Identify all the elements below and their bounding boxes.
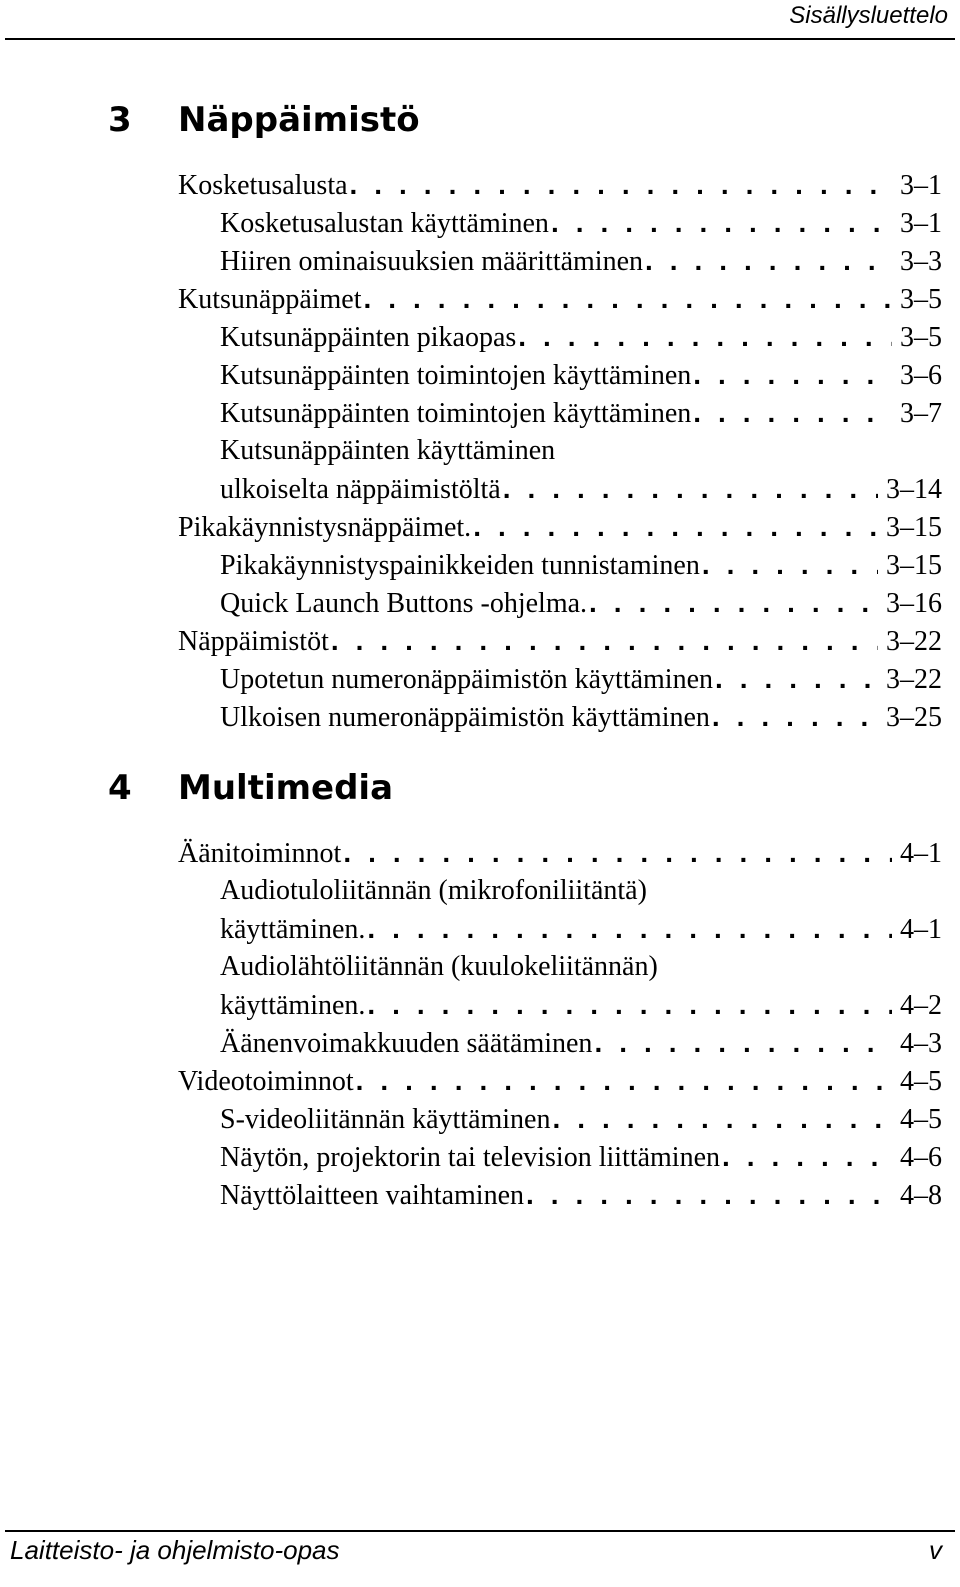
toc-entry[interactable]	[220, 1100, 942, 1139]
toc-entry-text: käyttäminen.	[220, 914, 366, 945]
toc-page-number: 3–22	[886, 626, 942, 657]
dot-leader	[551, 204, 892, 242]
chapter-number: 4	[108, 768, 132, 808]
toc-page-number: 3–22	[886, 664, 942, 695]
toc-entry[interactable]	[178, 508, 942, 547]
dot-leader	[715, 660, 878, 698]
dot-leader	[693, 356, 892, 394]
toc-entry-text: Äänenvoimakkuuden säätäminen	[220, 1028, 593, 1059]
toc-entry[interactable]	[220, 318, 942, 357]
toc-page-number: 3–25	[886, 702, 942, 733]
toc-entry[interactable]	[220, 1138, 942, 1177]
chapter-heading	[108, 768, 393, 808]
header-rule	[5, 38, 955, 40]
toc-page-number: 4–5	[900, 1066, 942, 1097]
toc-entry[interactable]	[178, 1062, 942, 1101]
dot-leader	[526, 1176, 892, 1214]
toc-entry[interactable]	[220, 242, 942, 281]
toc-page-number: 4–1	[900, 838, 942, 869]
dot-leader	[712, 698, 878, 736]
toc-entry[interactable]	[220, 356, 942, 395]
toc-page-number: 4–6	[900, 1142, 942, 1173]
toc-entry-text: Pikakäynnistyspainikkeiden tunnistaminen	[220, 550, 700, 581]
dot-leader	[350, 166, 892, 204]
dot-leader	[518, 318, 892, 356]
toc-entry-text: Kutsunäppäinten toimintojen käyttäminen	[220, 398, 692, 429]
toc-entry[interactable]	[178, 280, 942, 319]
toc-entry[interactable]	[220, 1176, 942, 1215]
toc-entry[interactable]	[178, 622, 942, 661]
toc-page-number: 3–15	[886, 550, 942, 581]
dot-leader	[367, 910, 892, 948]
toc-entry[interactable]	[220, 660, 942, 699]
chapter-number: 3	[108, 100, 132, 140]
chapter-title: Näppäimistö	[178, 100, 420, 140]
toc-page-number: 3–6	[900, 360, 942, 391]
toc-entry-text: ulkoiselta näppäimistöltä	[220, 474, 501, 505]
toc-entry-text: Ulkoisen numeronäppäimistön käyttäminen	[220, 702, 710, 733]
running-header: Sisällysluettelo	[789, 2, 948, 29]
toc-entry-text: Kutsunäppäinten pikaopas	[220, 322, 517, 353]
toc-entry-text: Näytön, projektorin tai television liittäminen	[220, 1142, 721, 1173]
dot-leader	[722, 1138, 892, 1176]
toc-page-number: 3–5	[900, 322, 942, 353]
toc-entry-text: Kutsunäppäimet	[178, 284, 362, 315]
toc-entry[interactable]	[220, 986, 942, 1025]
toc-entry-text-line1[interactable]: Audiotuloliitännän (mikrofoniliitäntä)	[220, 875, 647, 906]
toc-entry-text: Videotoiminnot	[178, 1066, 354, 1097]
toc-page-number: 3–1	[900, 170, 942, 201]
toc-page-number: 3–3	[900, 246, 942, 277]
toc-entry-text: käyttäminen.	[220, 990, 366, 1021]
toc-page-number: 3–5	[900, 284, 942, 315]
toc-entry[interactable]	[220, 1024, 942, 1063]
dot-leader	[503, 470, 878, 508]
toc-entry-text: Kosketusalusta	[178, 170, 348, 201]
toc-page-number: 3–14	[886, 474, 942, 505]
toc-page-number: 3–7	[900, 398, 942, 429]
running-footer-title: Laitteisto- ja ohjelmisto-opas	[10, 1535, 340, 1565]
toc-page-number: 3–15	[886, 512, 942, 543]
toc-entry-text-line1[interactable]: Kutsunäppäinten käyttäminen	[220, 435, 556, 466]
footer-page-number: v	[929, 1535, 942, 1565]
toc-entry[interactable]	[220, 910, 942, 949]
dot-leader	[473, 508, 878, 546]
toc-page-number: 4–5	[900, 1104, 942, 1135]
dot-leader	[552, 1100, 892, 1138]
toc-entry-text: Näyttölaitteen vaihtaminen	[220, 1180, 525, 1211]
dot-leader	[693, 394, 892, 432]
toc-entry[interactable]	[220, 394, 942, 433]
toc-entry-text: Kosketusalustan käyttäminen	[220, 208, 549, 239]
toc-entry-text: Näppäimistöt	[178, 626, 329, 657]
dot-leader	[594, 1024, 892, 1062]
dot-leader	[702, 546, 878, 584]
toc-entry[interactable]	[220, 698, 942, 737]
toc-page-number: 4–3	[900, 1028, 942, 1059]
toc-entry-text: Hiiren ominaisuuksien määrittäminen	[220, 246, 644, 277]
dot-leader	[367, 986, 892, 1024]
toc-entry[interactable]	[220, 546, 942, 585]
toc-entry[interactable]	[220, 204, 942, 243]
dot-leader	[589, 584, 878, 622]
footer-rule	[5, 1530, 955, 1532]
dot-leader	[343, 834, 892, 872]
toc-page-number: 4–1	[900, 914, 942, 945]
dot-leader	[364, 280, 892, 318]
toc-entry-text: S-videoliitännän käyttäminen	[220, 1104, 551, 1135]
dot-leader	[356, 1062, 892, 1100]
toc-page-number: 4–2	[900, 990, 942, 1021]
chapter-title: Multimedia	[178, 768, 394, 808]
toc-entry-text: Kutsunäppäinten toimintojen käyttäminen	[220, 360, 692, 391]
toc-entry[interactable]	[178, 834, 942, 873]
toc-entry[interactable]	[178, 166, 942, 205]
toc-entry-text: Upotetun numeronäppäimistön käyttäminen	[220, 664, 714, 695]
toc-page-number: 4–8	[900, 1180, 942, 1211]
toc-entry-text: Quick Launch Buttons -ohjelma.	[220, 588, 588, 619]
dot-leader	[331, 622, 878, 660]
toc-entry[interactable]	[220, 470, 942, 509]
toc-page-number: 3–1	[900, 208, 942, 239]
toc-entry-text: Äänitoiminnot	[178, 838, 342, 869]
toc-entry-text: Pikakäynnistysnäppäimet.	[178, 512, 472, 543]
toc-entry[interactable]	[220, 584, 942, 623]
dot-leader	[645, 242, 892, 280]
chapter-heading	[108, 100, 420, 140]
toc-entry-text-line1[interactable]: Audiolähtöliitännän (kuulokeliitännän)	[220, 951, 658, 982]
toc-page-number: 3–16	[886, 588, 942, 619]
